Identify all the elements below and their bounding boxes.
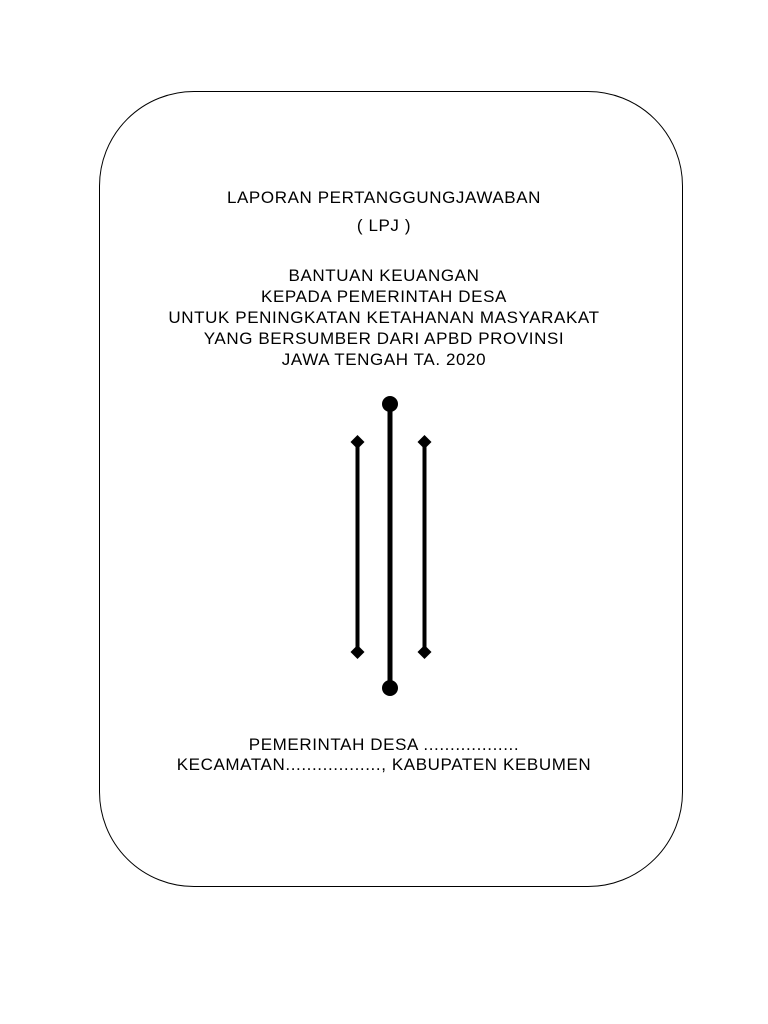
report-title: LAPORAN PERTANGGUNGJAWABAN — [226, 188, 542, 207]
subtitle-line-1: BANTUAN KEUANGAN — [288, 266, 480, 285]
district-regency-line: KECAMATAN.................., KABUPATEN KEBUMEN — [176, 755, 592, 774]
right-bar — [418, 435, 432, 659]
center-bar — [382, 396, 398, 696]
subtitle-line-5: JAWA TENGAH TA. 2020 — [281, 350, 487, 369]
subtitle-line-3: UNTUK PENINGKATAN KETAHANAN MASYARAKAT — [168, 308, 600, 327]
left-bar — [351, 435, 365, 659]
report-abbreviation: ( LPJ ) — [356, 216, 412, 235]
ornament-emblem-icon — [340, 392, 440, 702]
subtitle-line-2: KEPADA PEMERINTAH DESA — [261, 287, 507, 306]
subtitle-line-4: YANG BERSUMBER DARI APBD PROVINSI — [203, 329, 565, 348]
village-government-line: PEMERINTAH DESA .................. — [248, 735, 520, 754]
